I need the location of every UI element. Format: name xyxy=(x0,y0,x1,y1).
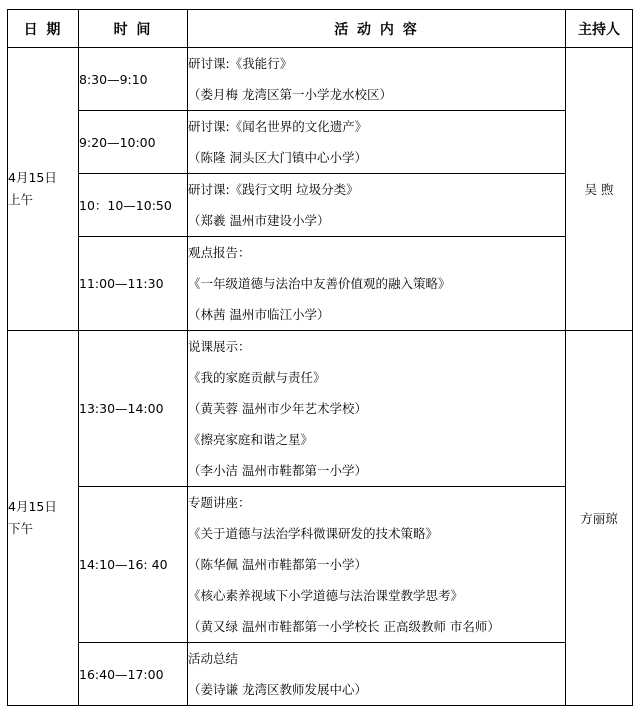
schedule-table xyxy=(7,9,633,706)
content-line: 《擦亮家庭和谐之星》 xyxy=(188,432,314,447)
content-line: 观点报告： xyxy=(188,245,251,260)
content-line: （林茜 温州市临江小学） xyxy=(188,307,330,322)
table-row xyxy=(8,48,633,111)
content-line: 《一年级道德与法治中友善价值观的融入策略》 xyxy=(188,276,451,291)
table-row xyxy=(8,643,633,706)
content-line: 《关于道德与法治学科微课研发的技术策略》 xyxy=(188,526,439,541)
host-morning: 吴 煦 xyxy=(566,48,633,331)
table-row xyxy=(8,111,633,174)
time-cell: 10：10—10:50 xyxy=(79,174,188,237)
period-text: 下午 xyxy=(8,521,34,536)
table-row xyxy=(8,487,633,643)
header-time: 时 间 xyxy=(79,10,188,48)
table-row xyxy=(8,174,633,237)
content-line: 研讨课:《践行文明 垃圾分类》 xyxy=(188,182,359,197)
time-cell: 14:10—16: 40 xyxy=(79,487,188,643)
content-line: （姜诗谦 龙湾区教师发展中心） xyxy=(188,682,367,697)
time-cell: 13:30—14:00 xyxy=(79,331,188,487)
header-date: 日 期 xyxy=(8,10,79,48)
session-date-morning xyxy=(8,48,79,331)
content-line: 研讨课:《我能行》 xyxy=(188,56,293,71)
date-text: 4月15日 xyxy=(8,170,57,185)
content-line: 活动总结 xyxy=(188,651,239,666)
time-cell: 16:40—17:00 xyxy=(79,643,188,706)
content-cell xyxy=(188,331,566,487)
content-line: 说课展示： xyxy=(188,339,251,354)
content-cell xyxy=(188,174,566,237)
content-cell xyxy=(188,643,566,706)
content-line: 研讨课:《闻名世界的文化遗产》 xyxy=(188,119,368,134)
content-line: （黄芙蓉 温州市少年艺术学校） xyxy=(188,401,367,416)
content-line: 《核心素养视域下小学道德与法治课堂教学思考》 xyxy=(188,588,464,603)
header-host: 主持人 xyxy=(566,10,633,48)
table-row xyxy=(8,331,633,487)
content-cell xyxy=(188,111,566,174)
content-line: （娄月梅 龙湾区第一小学龙水校区） xyxy=(188,87,392,102)
session-date-afternoon xyxy=(8,331,79,706)
content-line: （陈隆 洞头区大门镇中心小学） xyxy=(188,150,367,165)
period-text: 上午 xyxy=(8,192,34,207)
content-cell xyxy=(188,237,566,331)
content-line: （陈华佩 温州市鞋都第一小学） xyxy=(188,557,367,572)
header-content: 活 动 内 容 xyxy=(188,10,566,48)
time-cell: 8:30—9:10 xyxy=(79,48,188,111)
content-line: 专题讲座： xyxy=(188,495,251,510)
time-cell: 11:00—11:30 xyxy=(79,237,188,331)
content-line: （郑羲 温州市建设小学） xyxy=(188,213,330,228)
content-cell xyxy=(188,48,566,111)
content-cell xyxy=(188,487,566,643)
content-line: （李小洁 温州市鞋都第一小学） xyxy=(188,463,367,478)
host-afternoon: 方丽琼 xyxy=(566,331,633,706)
header-row xyxy=(8,10,633,48)
date-text: 4月15日 xyxy=(8,499,57,514)
time-cell: 9:20—10:00 xyxy=(79,111,188,174)
table-row xyxy=(8,237,633,331)
content-line: （黄又绿 温州市鞋都第一小学校长 正高级教师 市名师） xyxy=(188,619,500,634)
content-line: 《我的家庭贡献与责任》 xyxy=(188,370,326,385)
